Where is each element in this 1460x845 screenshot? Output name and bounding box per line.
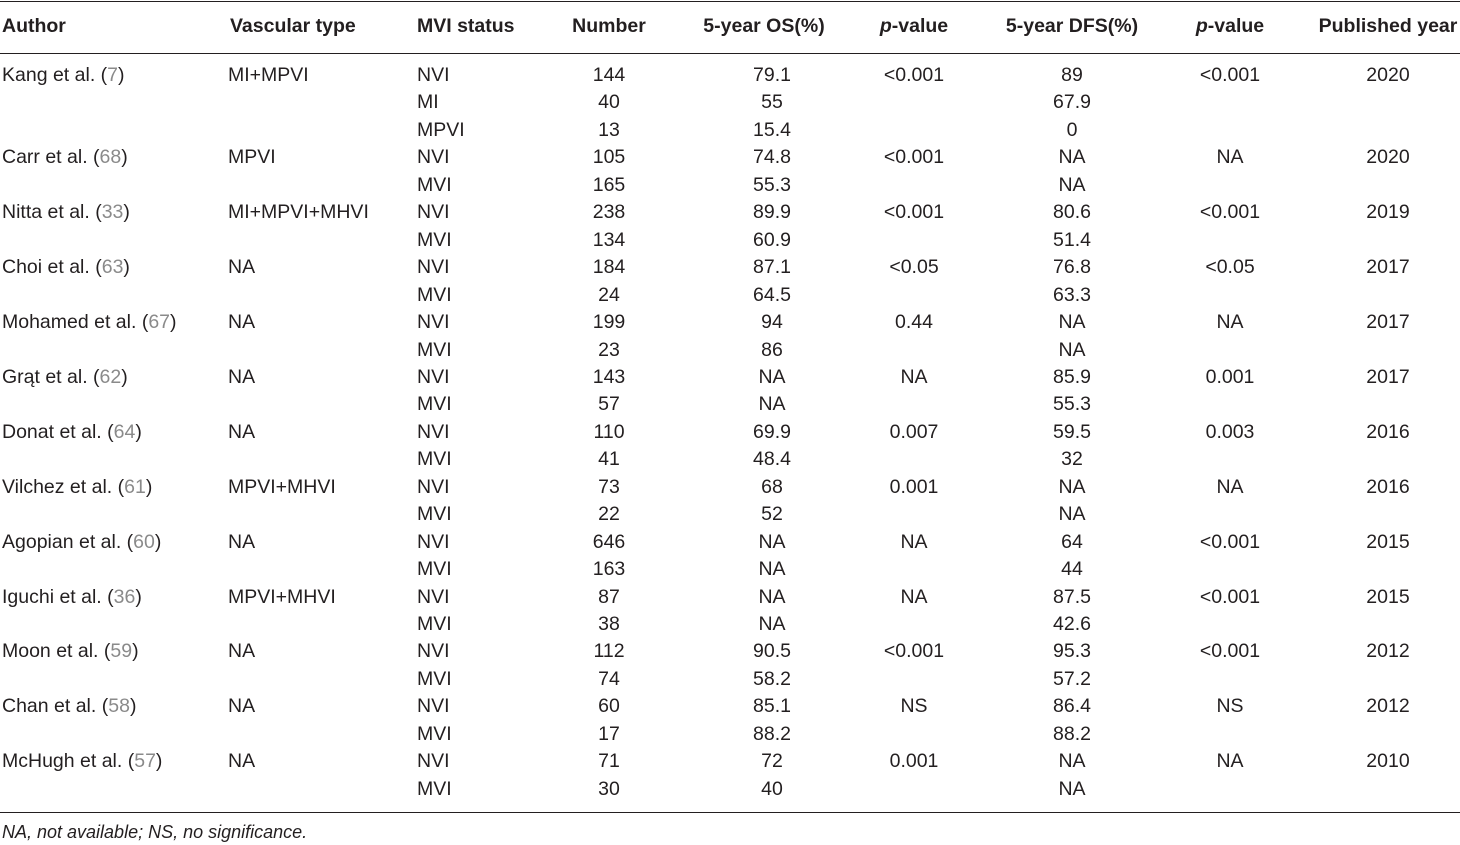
cell-p-value-dfs: NA	[1216, 475, 1244, 498]
cell-5-year-os: 79.1	[753, 64, 791, 86]
cell-p-value-os: <0.001	[883, 146, 945, 169]
header-p-value-os	[880, 12, 948, 40]
table-row	[0, 776, 1460, 803]
table-row	[0, 501, 1460, 528]
cell-5-year-os: 88.2	[753, 722, 791, 745]
cell-author	[2, 62, 125, 89]
cell-mvi-status: MVI	[417, 228, 452, 251]
cell-5-year-dfs: NA	[1058, 475, 1086, 498]
cell-5-year-os: 15.4	[753, 118, 791, 141]
cell-5-year-os: NA	[758, 530, 786, 553]
cell-5-year-dfs: 85.9	[1053, 365, 1091, 388]
cell-5-year-dfs: 42.6	[1053, 613, 1091, 635]
cell-5-year-os: 52	[761, 503, 783, 526]
cell-p-value-os: 0.001	[889, 750, 939, 773]
cell-5-year-dfs: 80.6	[1053, 201, 1091, 224]
cell-author	[2, 584, 142, 611]
cell-5-year-os: 55	[761, 91, 783, 114]
reference-link[interactable]: 62	[99, 365, 122, 388]
cell-5-year-dfs: NA	[1058, 146, 1086, 169]
cell-published-year: 2012	[1366, 695, 1410, 718]
cell-number: 74	[598, 667, 620, 690]
cell-5-year-os: 68	[761, 475, 783, 498]
cell-mvi-status: MVI	[417, 448, 452, 471]
cell-p-value-dfs: <0.001	[1199, 530, 1261, 553]
table-row	[0, 199, 1460, 226]
cell-p-value-dfs: 0.003	[1205, 420, 1255, 443]
cell-5-year-dfs: 88.2	[1053, 722, 1091, 745]
cell-p-value-dfs: NA	[1216, 750, 1244, 773]
cell-p-value-dfs: NA	[1216, 311, 1244, 334]
cell-5-year-dfs: 44	[1061, 558, 1083, 581]
cell-mvi-status: MPVI	[417, 118, 465, 141]
author-name: Iguchi et al. (	[2, 585, 114, 608]
cell-5-year-os: 40	[761, 777, 783, 800]
cell-5-year-os: 90.5	[753, 640, 791, 663]
cell-published-year: 2020	[1366, 146, 1410, 169]
cell-mvi-status: NVI	[417, 530, 450, 553]
cell-5-year-dfs: 51.4	[1053, 228, 1091, 251]
reference-link[interactable]: 57	[134, 750, 156, 773]
cell-mvi-status: NVI	[417, 256, 450, 279]
table-row	[0, 474, 1460, 501]
cell-vascular-type: NA	[228, 695, 256, 718]
cell-5-year-dfs: 63.3	[1053, 283, 1091, 306]
author-name: Vilchez et al. (	[2, 475, 125, 498]
cell-author	[2, 693, 136, 720]
cell-number: 23	[598, 338, 620, 361]
cell-mvi-status: MVI	[417, 777, 452, 800]
cell-number: 112	[593, 640, 625, 663]
cell-mvi-status: NVI	[417, 695, 450, 718]
cell-published-year: 2017	[1366, 365, 1410, 388]
cell-5-year-os: NA	[758, 613, 786, 635]
cell-author	[2, 254, 130, 281]
cell-5-year-os: NA	[758, 558, 786, 581]
cell-5-year-os: 69.9	[753, 420, 791, 443]
cell-number: 22	[598, 503, 620, 526]
cell-published-year: 2010	[1366, 750, 1410, 773]
cell-5-year-dfs: 86.4	[1053, 695, 1091, 718]
cell-number: 134	[592, 228, 626, 251]
cell-number: 57	[598, 393, 620, 416]
cell-5-year-os: NA	[758, 585, 786, 608]
cell-5-year-os: 85.1	[753, 695, 791, 718]
cell-5-year-dfs: 55.3	[1053, 393, 1091, 416]
cell-5-year-os: 55.3	[753, 173, 791, 196]
reference-link[interactable]: 33	[101, 201, 124, 224]
table-row	[0, 611, 1460, 638]
cell-p-value-dfs: NA	[1216, 146, 1244, 169]
table-header-row	[0, 0, 1460, 52]
reference-close-paren: )	[121, 365, 128, 388]
cell-mvi-status: NVI	[417, 64, 450, 86]
cell-mvi-status: MVI	[417, 667, 452, 690]
cell-vascular-type: NA	[228, 640, 256, 663]
cell-5-year-os: NA	[758, 393, 786, 416]
cell-5-year-os: 48.4	[753, 448, 791, 471]
cell-p-value-dfs: <0.001	[1199, 585, 1261, 608]
table-row	[0, 638, 1460, 665]
cell-p-value-os: 0.007	[889, 420, 939, 443]
cell-number: 105	[592, 146, 626, 169]
author-name: Choi et al. (	[2, 256, 102, 279]
cell-p-value-dfs: <0.001	[1199, 64, 1261, 86]
cell-author	[2, 638, 139, 665]
cell-p-value-os: 0.001	[889, 475, 939, 498]
reference-link[interactable]: 60	[133, 530, 155, 553]
cell-published-year: 2020	[1366, 64, 1410, 86]
cell-5-year-dfs: 89	[1061, 64, 1083, 86]
cell-number: 13	[598, 118, 620, 141]
table-row	[0, 62, 1460, 89]
cell-p-value-dfs: <0.001	[1199, 640, 1261, 663]
cell-author	[2, 144, 128, 171]
cell-vascular-type: NA	[228, 256, 256, 279]
cell-published-year: 2019	[1366, 201, 1410, 224]
reference-link[interactable]: 64	[113, 420, 136, 443]
author-name: Carr et al. (	[2, 146, 100, 169]
author-name: Agopian et al. (	[2, 530, 134, 553]
cell-published-year: 2017	[1366, 256, 1410, 279]
table-row	[0, 584, 1460, 611]
table-row	[0, 227, 1460, 254]
cell-mvi-status: NVI	[417, 311, 450, 334]
cell-published-year: 2012	[1366, 640, 1410, 663]
cell-vascular-type: MPVI+MHVI	[228, 475, 336, 498]
table-row	[0, 144, 1460, 171]
cell-p-value-dfs: NS	[1216, 695, 1244, 718]
table-row	[0, 748, 1460, 775]
cell-p-value-os: NA	[900, 530, 928, 553]
reference-link[interactable]: 7	[107, 64, 119, 86]
reference-close-paren: )	[123, 201, 130, 224]
header-p-value-dfs-italic: p	[1195, 15, 1208, 37]
cell-vascular-type: MPVI+MHVI	[228, 585, 336, 608]
cell-5-year-os: 86	[761, 338, 783, 361]
table-bottom-rule	[0, 812, 1460, 813]
cell-author	[2, 364, 128, 391]
table-row	[0, 282, 1460, 309]
table-row	[0, 364, 1460, 391]
cell-p-value-os: NA	[900, 365, 928, 388]
cell-5-year-os: 74.8	[753, 146, 791, 169]
reference-close-paren: )	[118, 64, 125, 86]
header-5-year-os: 5-year OS(%)	[703, 15, 825, 37]
cell-5-year-os: 94	[761, 311, 783, 334]
cell-number: 143	[592, 365, 626, 388]
cell-author	[2, 748, 162, 775]
cell-number: 144	[592, 64, 626, 86]
cell-vascular-type: MI+MPVI+MHVI	[228, 201, 369, 224]
cell-vascular-type: NA	[228, 750, 256, 773]
cell-mvi-status: NVI	[417, 420, 450, 443]
cell-vascular-type: MPVI	[228, 146, 276, 169]
cell-mvi-status: MVI	[417, 393, 452, 416]
cell-vascular-type: MI+MPVI	[228, 64, 309, 86]
cell-number: 24	[598, 283, 620, 306]
cell-mvi-status: MVI	[417, 503, 452, 526]
cell-mvi-status: NVI	[417, 365, 450, 388]
cell-5-year-os: 58.2	[753, 667, 791, 690]
cell-author	[2, 309, 177, 336]
cell-number: 163	[592, 558, 626, 581]
table-row	[0, 556, 1460, 583]
cell-5-year-os: 87.1	[753, 256, 791, 279]
cell-number: 71	[598, 750, 620, 773]
cell-5-year-dfs: 64	[1061, 530, 1083, 553]
header-mvi-status: MVI status	[417, 15, 515, 37]
cell-5-year-dfs: 0	[1066, 118, 1078, 141]
reference-close-paren: )	[170, 311, 177, 334]
table-row	[0, 89, 1460, 116]
header-p-value-dfs-rest: -value	[1207, 15, 1265, 37]
reference-close-paren: )	[154, 530, 162, 553]
cell-5-year-dfs: NA	[1058, 311, 1086, 334]
cell-number: 73	[598, 475, 620, 498]
cell-mvi-status: MVI	[417, 173, 452, 196]
cell-p-value-os: <0.001	[883, 64, 945, 86]
reference-close-paren: )	[145, 475, 153, 498]
reference-link[interactable]: 61	[124, 475, 146, 498]
reference-close-paren: )	[129, 695, 137, 718]
table-header-rule	[0, 53, 1460, 54]
cell-5-year-dfs: 87.5	[1053, 585, 1091, 608]
cell-published-year: 2015	[1366, 530, 1410, 553]
header-5-year-dfs: 5-year DFS(%)	[1005, 15, 1139, 37]
cell-p-value-os: NS	[900, 695, 928, 718]
cell-number: 199	[592, 311, 626, 334]
cell-vascular-type: NA	[228, 420, 256, 443]
header-p-value-os-italic: p	[879, 15, 892, 37]
cell-p-value-os: <0.001	[883, 201, 945, 224]
cell-p-value-os: NA	[900, 585, 928, 608]
cell-mvi-status: NVI	[417, 585, 450, 608]
table-row	[0, 419, 1460, 446]
table-row	[0, 693, 1460, 720]
cell-5-year-dfs: 76.8	[1053, 256, 1091, 279]
cell-mvi-status: MVI	[417, 722, 452, 745]
reference-close-paren: )	[155, 750, 163, 773]
table-row	[0, 391, 1460, 418]
cell-5-year-os: 72	[761, 750, 783, 773]
cell-number: 30	[598, 777, 620, 800]
cell-number: 41	[598, 448, 620, 471]
header-p-value-dfs	[1196, 12, 1264, 40]
table-row	[0, 721, 1460, 748]
cell-vascular-type: NA	[228, 311, 256, 334]
header-author: Author	[2, 15, 66, 37]
author-name: Nitta et al. (	[2, 201, 102, 224]
header-vascular-type: Vascular type	[230, 15, 356, 37]
reference-close-paren: )	[132, 640, 139, 663]
cell-5-year-dfs: NA	[1058, 173, 1086, 196]
table-row	[0, 666, 1460, 693]
cell-mvi-status: MVI	[417, 338, 452, 361]
cell-5-year-os: NA	[758, 365, 786, 388]
reference-link[interactable]: 59	[110, 640, 133, 663]
cell-mvi-status: NVI	[417, 201, 450, 224]
cell-5-year-dfs: NA	[1058, 750, 1086, 773]
cell-number: 184	[592, 256, 626, 279]
reference-close-paren: )	[121, 146, 128, 169]
reference-link[interactable]: 36	[113, 585, 136, 608]
cell-author	[2, 419, 142, 446]
reference-close-paren: )	[135, 585, 142, 608]
reference-close-paren: )	[135, 420, 142, 443]
cell-mvi-status: NVI	[417, 750, 450, 773]
cell-number: 238	[592, 201, 626, 224]
cell-number: 60	[598, 695, 620, 718]
cell-5-year-os: 64.5	[753, 283, 791, 306]
cell-published-year: 2016	[1366, 475, 1410, 498]
cell-mvi-status: MVI	[417, 283, 452, 306]
author-name: Moon et al. (	[2, 640, 111, 663]
header-published-year: Published year	[1318, 15, 1458, 37]
cell-5-year-os: 89.9	[753, 201, 791, 224]
cell-number: 646	[592, 530, 626, 553]
cell-5-year-dfs: 59.5	[1053, 420, 1091, 443]
cell-5-year-dfs: NA	[1058, 338, 1086, 361]
cell-author	[2, 199, 130, 226]
cell-p-value-os: 0.44	[895, 311, 933, 334]
cell-number: 165	[592, 173, 626, 196]
cell-5-year-dfs: 95.3	[1053, 640, 1091, 663]
header-number: Number	[572, 15, 646, 37]
cell-p-value-dfs: 0.001	[1205, 365, 1255, 388]
author-name: Donat et al. (	[2, 420, 114, 443]
table-row	[0, 117, 1460, 144]
cell-5-year-dfs: NA	[1058, 503, 1086, 526]
cell-5-year-dfs: 32	[1061, 448, 1083, 471]
cell-number: 87	[598, 585, 620, 608]
cell-p-value-dfs: <0.05	[1205, 256, 1255, 279]
header-p-value-os-rest: -value	[891, 15, 949, 37]
cell-number: 17	[598, 722, 620, 745]
author-name: Grąt et al. (	[2, 365, 100, 388]
author-name: McHugh et al. (	[2, 750, 135, 773]
reference-link[interactable]: 58	[108, 695, 130, 718]
cell-number: 40	[598, 91, 620, 114]
cell-p-value-dfs: <0.001	[1199, 201, 1261, 224]
cell-number: 110	[593, 420, 625, 443]
cell-published-year: 2015	[1366, 585, 1410, 608]
table-row	[0, 254, 1460, 281]
cell-number: 38	[598, 613, 620, 635]
cell-5-year-dfs: 67.9	[1053, 91, 1091, 114]
cell-5-year-dfs: 57.2	[1053, 667, 1091, 690]
cell-mvi-status: MVI	[417, 613, 452, 635]
cell-vascular-type: NA	[228, 365, 256, 388]
cell-p-value-os: <0.05	[889, 256, 939, 279]
cell-mvi-status: NVI	[417, 640, 450, 663]
table-row	[0, 529, 1460, 556]
author-name: Chan et al. (	[2, 695, 109, 718]
cell-author	[2, 529, 161, 556]
reference-link[interactable]: 67	[148, 311, 171, 334]
reference-link[interactable]: 68	[99, 146, 122, 169]
cell-mvi-status: MVI	[417, 558, 452, 581]
cell-published-year: 2017	[1366, 311, 1410, 334]
table-row	[0, 446, 1460, 473]
cell-author	[2, 474, 152, 501]
cell-published-year: 2016	[1366, 420, 1410, 443]
reference-link[interactable]: 63	[101, 256, 124, 279]
table-row	[0, 309, 1460, 336]
table-footnote: NA, not available; NS, no significance.	[2, 822, 308, 842]
reference-close-paren: )	[123, 256, 130, 279]
table-row	[0, 337, 1460, 364]
table-row	[0, 172, 1460, 199]
cell-5-year-os: 60.9	[753, 228, 791, 251]
cell-5-year-dfs: NA	[1058, 777, 1086, 800]
author-name: Mohamed et al. (	[2, 311, 149, 334]
author-name: Kang et al. (	[2, 64, 108, 86]
cell-p-value-os: <0.001	[883, 640, 945, 663]
cell-mvi-status: NVI	[417, 475, 450, 498]
cell-vascular-type: NA	[228, 530, 256, 553]
cell-mvi-status: NVI	[417, 146, 450, 169]
cell-mvi-status: MI	[417, 91, 439, 114]
